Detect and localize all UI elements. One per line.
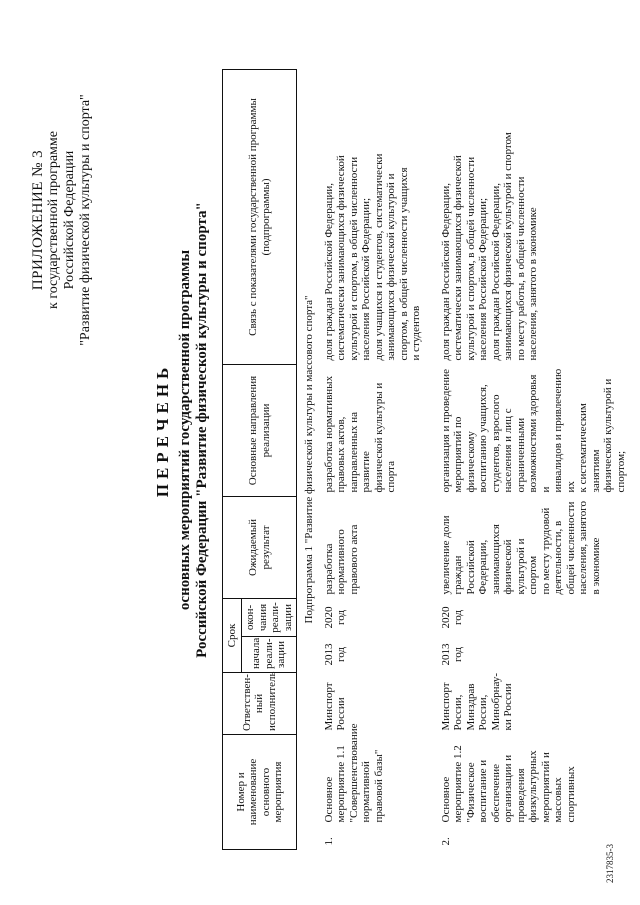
subprogram-title: Подпрограмма 1 "Развитие физической культуры и массового спорта": [303, 295, 315, 624]
text-line: увеличение доли: [439, 515, 452, 595]
expected-result: [320, 496, 426, 598]
text-line: реали-: [262, 638, 275, 669]
header-number-name: Номер и наименование основного мероприятия: [223, 734, 297, 849]
header-link: Связь с показателями государственной программы (подпрограммы): [223, 69, 297, 364]
text-line: занимающихся физической культурой и спортом: [502, 132, 514, 361]
appendix-line: "Развитие физической культуры и спорта": [78, 94, 93, 346]
text-line: воспитанию учащихся,: [477, 384, 489, 493]
text-line: окон-: [244, 604, 256, 631]
text-line: спорта: [385, 461, 397, 493]
text-line: занимающихся: [489, 524, 502, 595]
table-row: [320, 69, 426, 849]
expected-result: [426, 496, 631, 598]
responsible-executor: [426, 672, 631, 734]
text-line: по месту трудовой: [539, 507, 552, 595]
text-line: Минспорт: [439, 682, 452, 731]
document-subtitle: [177, 120, 211, 740]
header-row: [223, 69, 242, 849]
text-line: правового акта: [347, 524, 360, 595]
header-directions: Основные направления реализации: [223, 364, 297, 496]
text-line: разработка нормативных: [322, 375, 335, 493]
text-line: Федерации,: [477, 539, 489, 595]
text-line: "Совершенствование: [347, 723, 360, 823]
text-line: нормативной: [360, 761, 372, 823]
text-line: "Физическое: [464, 762, 477, 823]
header-result: Ожидаемый результат: [223, 496, 297, 598]
subtitle-line-2: Российской Федерации "Развитие физической культуры и спорта": [194, 202, 210, 658]
text-line: реали-: [269, 602, 281, 633]
main-directions: [320, 364, 426, 496]
text-line: мероприятие 1.1: [335, 745, 347, 823]
text-line: 2020: [439, 606, 452, 629]
appendix-line: Российской Федерации: [62, 150, 77, 290]
text-line: правовых актов,: [335, 416, 347, 493]
text-line: год: [452, 609, 464, 625]
text-line: населения Российской Федерации;: [360, 197, 372, 361]
text-line: населения, занятого в экономике: [527, 207, 539, 361]
text-line: студентов, взрослого: [489, 394, 502, 493]
text-line: начала: [250, 637, 263, 669]
document-title: ПЕРЕЧЕНЬ: [153, 362, 172, 498]
text-line: обеспечение: [489, 763, 502, 823]
text-line: организации и: [502, 754, 514, 823]
text-line: зации: [281, 604, 294, 631]
text-line: общей численности: [564, 501, 577, 595]
subprogram-row: [297, 69, 320, 849]
text-line: спортом, в общей численности учащихся: [397, 167, 410, 361]
text-line: 2020: [322, 606, 335, 629]
text-line: зации: [275, 641, 288, 668]
text-line: год: [335, 646, 347, 662]
text-line: год: [452, 646, 464, 662]
program-indicators: [426, 69, 631, 364]
measures-table: [222, 69, 630, 850]
text-line: 2013: [439, 643, 452, 666]
text-line: населения, занятого: [577, 501, 589, 595]
text-line: разработка: [322, 543, 335, 595]
row-number: 1.: [322, 837, 335, 846]
text-line: Минздрав: [464, 683, 477, 731]
text-line: культурой и спортом, в общей численности: [464, 156, 477, 361]
document-number: 2317835-3: [605, 844, 615, 883]
text-line: правовой базы": [372, 749, 385, 823]
text-line: физической культурой и: [602, 378, 614, 493]
text-line: спортивных: [564, 766, 577, 823]
text-line: проведения: [514, 768, 527, 823]
text-line: России,: [477, 694, 489, 731]
text-line: физической культуры и: [372, 382, 385, 493]
text-line: доля граждан Российской Федерации,: [439, 182, 452, 361]
term-start: [320, 636, 426, 672]
text-line: физкультурных: [527, 750, 539, 823]
text-line: направленных на развитие: [347, 411, 372, 493]
text-line: организация и проведение: [439, 368, 452, 493]
appendix-line: к государственной программе: [46, 131, 61, 309]
text-line: культурой и спортом: [514, 538, 539, 595]
text-line: мероприятие 1.2: [452, 745, 464, 823]
header-term-start: [242, 636, 297, 672]
text-line: мероприятий и: [539, 752, 552, 823]
responsible-executor: [320, 672, 426, 734]
text-line: и студентов: [410, 305, 422, 361]
text-line: деятельности, в: [552, 520, 564, 595]
text-line: спортом;: [614, 450, 627, 493]
header-executor: Ответствен-ный исполнитель: [223, 672, 297, 734]
text-line: к систематическим занятиям: [577, 403, 602, 493]
text-line: населения Российской Федерации;: [477, 197, 489, 361]
text-line: 2013: [322, 643, 335, 666]
subtitle-line-1: основных мероприятий государственной программы: [177, 249, 193, 611]
text-line: в экономике: [589, 537, 602, 595]
text-line: возможностями здоровья и: [527, 374, 552, 493]
row-number: 2.: [439, 837, 452, 846]
text-line: инвалидов и привлечению их: [552, 368, 577, 493]
table-row: [426, 69, 631, 849]
text-line: по месту работы, в общей численности: [514, 176, 527, 361]
text-line: систематически занимающихся физической: [452, 155, 464, 361]
measure-name: [426, 734, 631, 826]
text-line: чания: [256, 603, 269, 632]
header-term: Срок: [223, 598, 242, 672]
text-line: Основное: [322, 776, 335, 823]
appendix-block: [30, 40, 94, 400]
text-line: Основное: [439, 776, 452, 823]
text-line: год: [335, 609, 347, 625]
text-line: ки России: [502, 683, 514, 731]
appendix-title: ПРИЛОЖЕНИЕ № 3: [30, 149, 46, 291]
text-line: физической: [502, 539, 514, 595]
text-line: массовых: [552, 777, 564, 823]
text-line: доля граждан Российской Федерации,: [322, 182, 335, 361]
header-term-end: [242, 598, 297, 636]
term-start: [426, 636, 631, 672]
text-line: систематически занимающихся физической: [335, 155, 347, 361]
text-line: нормативного: [335, 529, 347, 595]
term-end: [320, 598, 426, 636]
text-line: Минобрнау-: [489, 672, 502, 731]
text-line: граждан Российской: [452, 540, 477, 595]
text-line: доля граждан Российской Федерации,: [489, 182, 502, 361]
text-line: ограниченными: [514, 417, 527, 493]
text-line: населения и лиц с: [502, 408, 514, 493]
measure-name: [320, 723, 426, 826]
main-directions: [426, 364, 631, 496]
text-line: России: [335, 697, 347, 731]
text-line: занимающихся физической культурой и: [385, 173, 397, 361]
program-indicators: [320, 69, 426, 364]
text-line: доля учащихся и студентов, систематически: [372, 153, 385, 361]
text-line: Минспорт: [322, 682, 335, 731]
text-line: России,: [452, 694, 464, 731]
text-line: мероприятий по физическому: [452, 416, 477, 493]
text-line: культурой и спортом, в общей численности: [347, 156, 360, 361]
text-line: воспитание и: [477, 759, 489, 823]
term-end: [426, 598, 631, 636]
